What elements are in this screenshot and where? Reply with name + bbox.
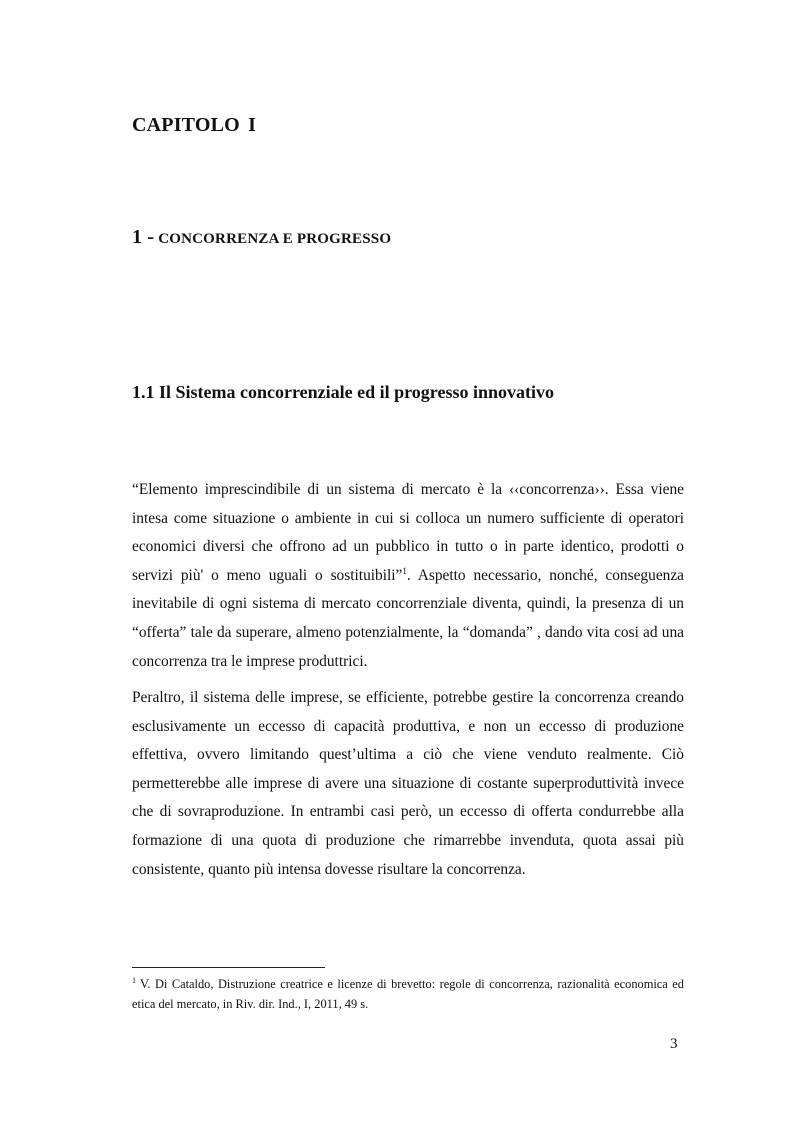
page-number: 3 — [670, 1036, 678, 1052]
footnote-reference: 1 — [402, 565, 407, 576]
footnote — [132, 974, 684, 1014]
footnote-divider — [132, 967, 325, 968]
section-title: CONCORRENZA E PROGRESSO — [154, 231, 392, 247]
chapter-heading: CAPITOLO I — [132, 114, 257, 136]
footnote-text: V. Di Cataldo, Distruzione creatrice e licenze di brevetto: regole di concorrenza, razionalità economica ed etica del mercato, in Riv. dir. Ind., I, 2011, 49 s. — [132, 977, 684, 1011]
footnote-number: 1 — [132, 975, 136, 985]
paragraph-1-text-a: “Elemento imprescindibile di un sistema di mercato è la ‹‹concorrenza››. Essa viene intesa come situazione o ambiente in cui si colloca un numero sufficiente di operatori economici diversi che offrono ad un pubblico in tutto o in parte identico, prodotti o servizi più' o meno uguali o sostituibili” — [132, 481, 684, 584]
subsection-heading: 1.1 Il Sistema concorrenziale ed il progresso innovativo — [132, 382, 554, 402]
section-heading — [132, 226, 391, 249]
paragraph-1 — [132, 476, 684, 676]
paragraph-1-text-b: . Aspetto necessario, nonché, conseguenza inevitabile di ogni sistema di mercato concorrenziale diventa, quindi, la presenza di un “offerta” tale da superare, almeno potenzialmente, la “domanda” , dando vita cosi ad una concorrenza tra le imprese produttrici. — [132, 566, 685, 670]
section-number: 1 - — [132, 226, 155, 248]
paragraph-2: Peraltro, il sistema delle imprese, se efficiente, potrebbe gestire la concorrenza creando esclusivamente un eccesso di capacità produttiva, e non un eccesso di produzione effettiva, ovvero limitando quest’ultima a ciò che viene venduto realmente. Ciò permetterebbe alle imprese di avere una situazione di costante superproduttività invece che di sovraproduzione. In entrambi casi però, un eccesso di offerta condurrebbe alla formazione di una quota di produzione che rimarrebbe invenduta, quota assai più consistente, quanto più intensa dovesse risultare la concorrenza. — [132, 689, 684, 878]
